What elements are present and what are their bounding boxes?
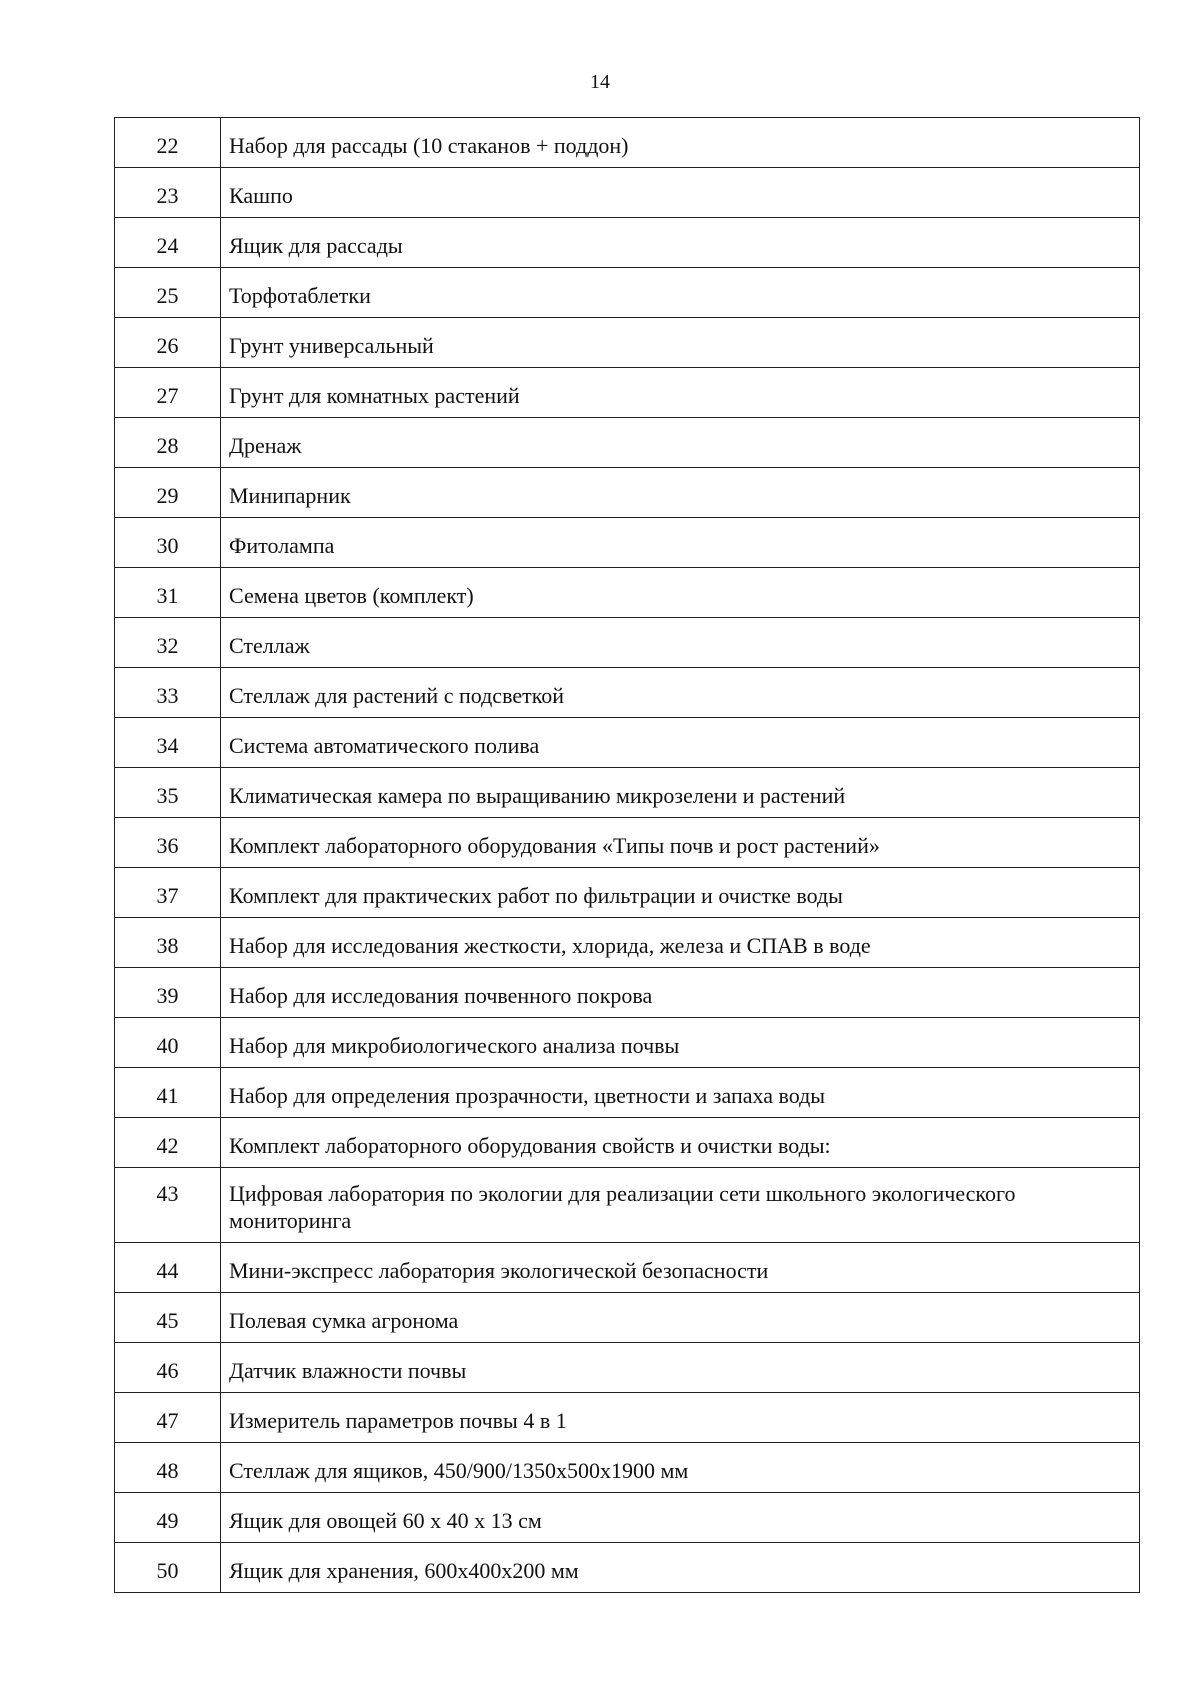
row-number: 43 (115, 1168, 221, 1243)
table-row (115, 668, 1140, 718)
row-number: 31 (115, 568, 221, 618)
row-item-name: Набор для микробиологического анализа почвы (221, 1018, 1140, 1068)
row-number: 36 (115, 818, 221, 868)
table-row (115, 1243, 1140, 1293)
row-number: 24 (115, 218, 221, 268)
row-number: 40 (115, 1018, 221, 1068)
row-number: 48 (115, 1443, 221, 1493)
row-item-name: Климатическая камера по выращиванию микрозелени и растений (221, 768, 1140, 818)
table-row (115, 818, 1140, 868)
table-row (115, 768, 1140, 818)
row-item-name: Стеллаж (221, 618, 1140, 668)
table-row (115, 368, 1140, 418)
row-number: 30 (115, 518, 221, 568)
row-item-name: Ящик для овощей 60 х 40 х 13 см (221, 1493, 1140, 1543)
table-row (115, 418, 1140, 468)
row-number: 35 (115, 768, 221, 818)
row-item-name: Набор для рассады (10 стаканов + поддон) (221, 118, 1140, 168)
row-number: 26 (115, 318, 221, 368)
table-row (115, 918, 1140, 968)
row-number: 28 (115, 418, 221, 468)
table-row (115, 1118, 1140, 1168)
row-item-name: Набор для исследования жесткости, хлорида, железа и СПАВ в воде (221, 918, 1140, 968)
row-number: 46 (115, 1343, 221, 1393)
row-item-name: Ящик для хранения, 600х400х200 мм (221, 1543, 1140, 1593)
row-item-name: Комплект лабораторного оборудования свойств и очистки воды: (221, 1118, 1140, 1168)
row-number: 25 (115, 268, 221, 318)
row-item-name: Грунт для комнатных растений (221, 368, 1140, 418)
row-number: 42 (115, 1118, 221, 1168)
table-row (115, 168, 1140, 218)
row-item-name: Ящик для рассады (221, 218, 1140, 268)
row-item-name: Стеллаж для растений с подсветкой (221, 668, 1140, 718)
row-item-name: Набор для исследования почвенного покрова (221, 968, 1140, 1018)
row-item-name: Цифровая лаборатория по экологии для реализации сети школьного экологического мониторинга (221, 1168, 1140, 1243)
row-number: 34 (115, 718, 221, 768)
row-item-name: Стеллаж для ящиков, 450/900/1350х500х1900 мм (221, 1443, 1140, 1493)
row-item-name: Грунт универсальный (221, 318, 1140, 368)
table-row (115, 718, 1140, 768)
row-item-name: Фитолампа (221, 518, 1140, 568)
row-item-name: Минипарник (221, 468, 1140, 518)
table-row (115, 968, 1140, 1018)
row-number: 22 (115, 118, 221, 168)
table-row (115, 1068, 1140, 1118)
table-row (115, 1293, 1140, 1343)
row-number: 41 (115, 1068, 221, 1118)
row-number: 37 (115, 868, 221, 918)
row-item-name: Датчик влажности почвы (221, 1343, 1140, 1393)
row-item-name: Мини-экспресс лаборатория экологической безопасности (221, 1243, 1140, 1293)
row-number: 45 (115, 1293, 221, 1343)
row-number: 44 (115, 1243, 221, 1293)
row-item-name: Комплект для практических работ по фильтрации и очистке воды (221, 868, 1140, 918)
table-row (115, 318, 1140, 368)
table-row (115, 568, 1140, 618)
row-item-name: Набор для определения прозрачности, цветности и запаха воды (221, 1068, 1140, 1118)
row-number: 33 (115, 668, 221, 718)
row-number: 32 (115, 618, 221, 668)
table-row (115, 1393, 1140, 1443)
table-row (115, 218, 1140, 268)
equipment-table (114, 117, 1140, 1593)
table-row (115, 518, 1140, 568)
table-row (115, 118, 1140, 168)
row-number: 38 (115, 918, 221, 968)
row-number: 29 (115, 468, 221, 518)
row-item-name: Семена цветов (комплект) (221, 568, 1140, 618)
row-item-name: Комплект лабораторного оборудования «Типы почв и рост растений» (221, 818, 1140, 868)
table-row (115, 1493, 1140, 1543)
table-row (115, 618, 1140, 668)
row-number: 39 (115, 968, 221, 1018)
row-item-name: Система автоматического полива (221, 718, 1140, 768)
row-number: 27 (115, 368, 221, 418)
row-number: 47 (115, 1393, 221, 1443)
table-row (115, 1543, 1140, 1593)
row-item-name: Измеритель параметров почвы 4 в 1 (221, 1393, 1140, 1443)
row-item-name: Кашпо (221, 168, 1140, 218)
equipment-table-body (115, 118, 1140, 1593)
row-item-name: Дренаж (221, 418, 1140, 468)
row-item-name: Торфотаблетки (221, 268, 1140, 318)
table-row (115, 268, 1140, 318)
table-row (115, 468, 1140, 518)
table-row (115, 1443, 1140, 1493)
row-number: 49 (115, 1493, 221, 1543)
row-number: 50 (115, 1543, 221, 1593)
row-item-name: Полевая сумка агронома (221, 1293, 1140, 1343)
table-row (115, 1168, 1140, 1243)
page-number: 14 (590, 71, 610, 93)
table-row (115, 868, 1140, 918)
row-number: 23 (115, 168, 221, 218)
table-row (115, 1018, 1140, 1068)
table-row (115, 1343, 1140, 1393)
